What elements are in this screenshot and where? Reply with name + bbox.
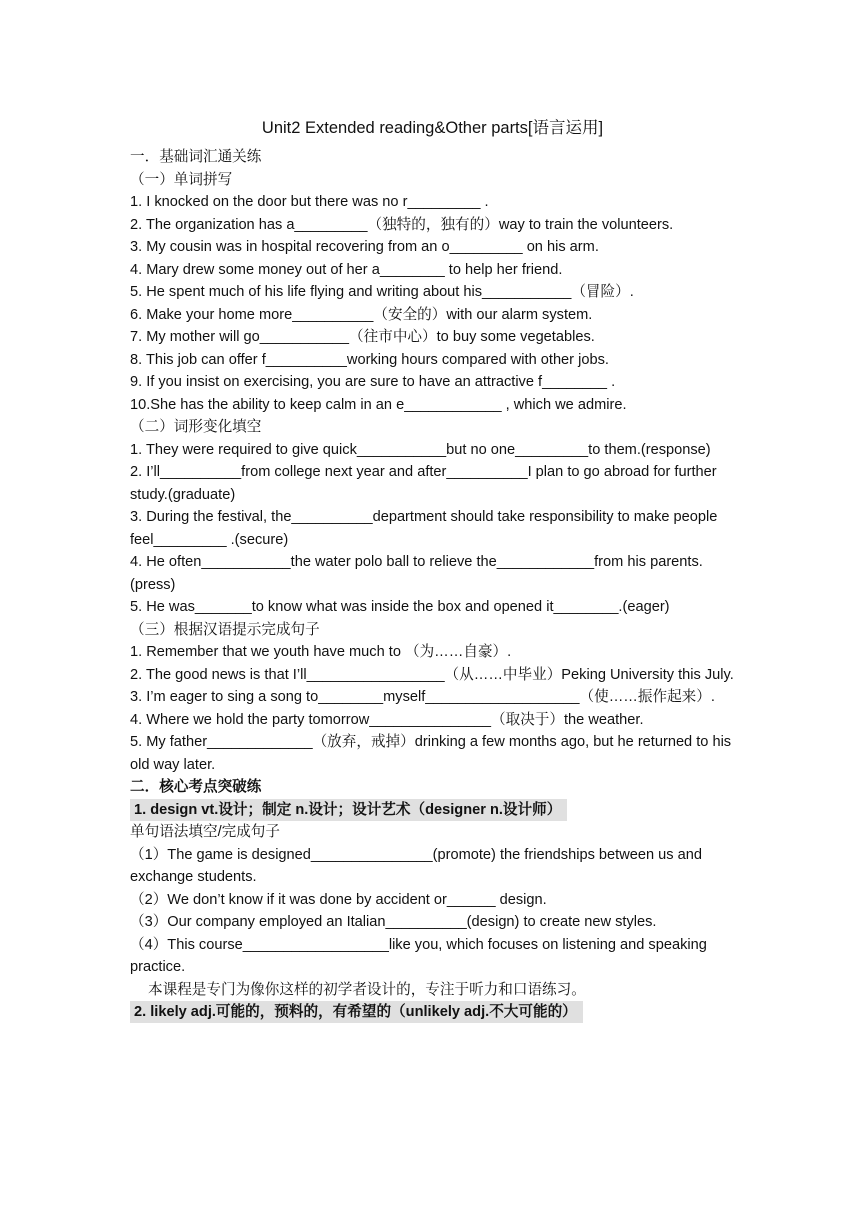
point-1-subheading: 单句语法填空/完成句子 — [130, 824, 280, 840]
page-title: Unit2 Extended reading&Other parts[语言运用] — [261, 119, 604, 137]
point-1-label: 1. design vt.设计；制定 n.设计；设计艺术（designer n.设计师） — [130, 799, 567, 821]
worksheet-page — [130, 116, 735, 1024]
list-item: 7. My mother will go___________（往市中心）to buy some vegetables. — [130, 329, 595, 345]
list-item: （3）Our company employed an Italian__________(design) to create new styles. — [130, 914, 657, 930]
list-item: 4. Mary drew some money out of her a________ to help her friend. — [130, 261, 563, 278]
list-item: 1. Remember that we youth have much to （为……自豪）. — [130, 644, 512, 660]
list-item: 8. This job can offer f__________working hours compared with other jobs. — [130, 351, 609, 368]
list-item: 2. The organization has a_________（独特的，独有的）way to train the volunteers. — [130, 216, 674, 233]
part-1-heading: （一）单词拼写 — [130, 171, 233, 188]
list-item: 9. If you insist on exercising, you are sure to have an attractive f________ . — [130, 374, 616, 390]
list-item: 5. He spent much of his life flying and writing about his___________（冒险）. — [130, 284, 634, 300]
point-2-label: 2. likely adj.可能的，预料的，有希望的（unlikely adj.不大可能的） — [130, 1001, 583, 1023]
list-item: 4. He often___________the water polo ball to relieve the____________from his parents.(press) — [130, 554, 703, 593]
list-item: 1. I knocked on the door but there was no r_________ . — [130, 194, 489, 210]
list-item: 6. Make your home more__________（安全的）with our alarm system. — [130, 306, 593, 323]
list-item: 2. The good news is that I’ll_________________（从……中毕业）Peking University this July. — [130, 666, 734, 683]
list-item: 3. During the festival, the__________department should take responsibility to make people feel_________ .(secure) — [130, 509, 718, 548]
list-item: 2. I’ll__________from college next year and after__________I plan to go abroad for further study.(graduate) — [130, 464, 717, 503]
part-3-heading: （三）根据汉语提示完成句子 — [130, 621, 320, 638]
list-item: （4）This course__________________like you, which focuses on listening and speaking practice. — [130, 936, 707, 975]
part-2-heading: （二）词形变化填空 — [130, 419, 262, 435]
list-item: （2）We don’t know if it was done by accident or______ design. — [130, 891, 547, 908]
list-item: 5. My father_____________（放弃，戒掉）drinking a few months ago, but he returned to his old way later. — [130, 734, 732, 773]
list-item: 4. Where we hold the party tomorrow_______________（取决于）the weather. — [130, 711, 644, 728]
section-1-heading: 一．基础词汇通关练 — [130, 149, 262, 165]
list-item: 5. He was_______to know what was inside the box and opened it________.(eager) — [130, 599, 670, 615]
section-2-heading: 二．核心考点突破练 — [130, 779, 262, 795]
list-item: 3. My cousin was in hospital recovering from an o_________ on his arm. — [130, 239, 599, 255]
list-item: 1. They were required to give quick___________but no one_________to them.(response) — [130, 441, 711, 458]
chinese-translation: 本课程是专门为像你这样的初学者设计的，专注于听力和口语练习。 — [148, 981, 586, 998]
list-item: 10.She has the ability to keep calm in an e____________ , which we admire. — [130, 396, 627, 413]
list-item: （1）The game is designed_______________(promote) the friendships between us and exchange students. — [130, 846, 702, 885]
list-item: 3. I’m eager to sing a song to________myself___________________（使……振作起来）. — [130, 689, 715, 705]
